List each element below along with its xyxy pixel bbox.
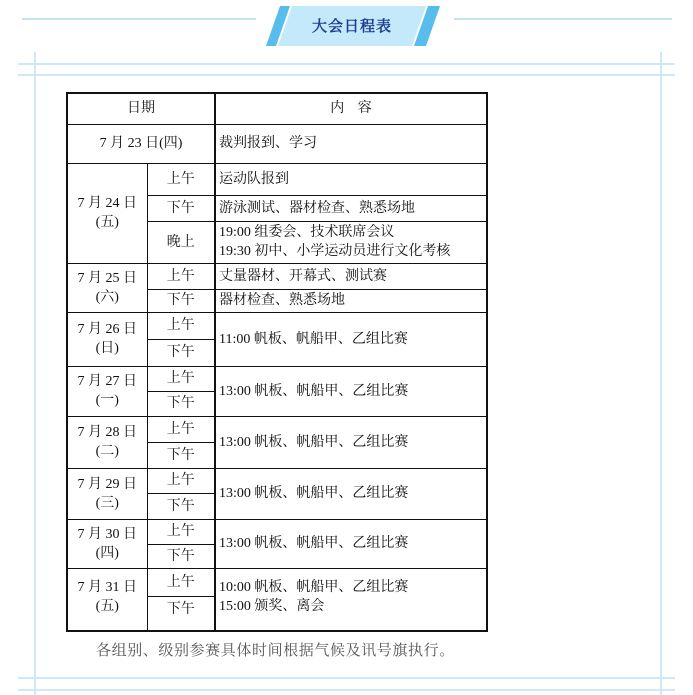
content-cell: 13:00 帆板、帆船甲、乙组比赛 (215, 366, 487, 416)
date-label: 7 月 30 日 (77, 526, 137, 542)
period-cell: 上午 (147, 263, 215, 289)
frame-line-bottom-inner (18, 677, 675, 679)
content-cell: 13:00 帆板、帆船甲、乙组比赛 (215, 519, 487, 568)
period-cell: 下午 (147, 544, 215, 568)
content-cell: 运动队报到 (215, 163, 487, 195)
period-cell: 上午 (147, 416, 215, 442)
table-row (67, 416, 487, 442)
period-cell: 上午 (147, 568, 215, 596)
table-row (67, 263, 487, 289)
period-cell: 下午 (147, 596, 215, 631)
content-cell: 13:00 帆板、帆船甲、乙组比赛 (215, 468, 487, 519)
footer-note: 各组别、级别参赛具体时间根据气候及讯号旗执行。 (96, 642, 455, 659)
table-row (67, 312, 487, 339)
table-row (67, 366, 487, 391)
header-row (67, 93, 487, 124)
date-label: 7 月 27 日 (77, 374, 137, 389)
table-row (67, 163, 487, 195)
date-label: 7 月 25 日 (77, 270, 137, 286)
schedule-table (66, 92, 488, 632)
period-cell: 下午 (147, 391, 215, 416)
frame-line-top-inner (18, 74, 675, 76)
content-cell: 器材检查、熟悉场地 (215, 289, 487, 312)
date-label: 7 月 28 日 (77, 425, 137, 440)
period-cell: 下午 (147, 493, 215, 519)
content-cell (215, 221, 487, 263)
content-line: 19:30 初中、小学运动员进行文化考核 (219, 244, 451, 259)
date-cell (67, 263, 147, 312)
frame-line-right (660, 52, 662, 695)
content-line: 19:00 组委会、技术联席会议 (219, 225, 395, 240)
weekday-label: (四) (95, 545, 119, 561)
period-cell: 上午 (147, 519, 215, 544)
content-cell (215, 568, 487, 631)
frame-line-bottom-outer (18, 689, 675, 691)
content-cell: 游泳测试、器材检查、熟悉场地 (215, 195, 487, 221)
period-cell: 上午 (147, 312, 215, 339)
weekday-label: (三) (95, 495, 119, 511)
frame-line-top-outer (18, 63, 675, 65)
content-cell: 11:00 帆板、帆船甲、乙组比赛 (215, 312, 487, 366)
weekday-label: (日) (95, 341, 119, 356)
date-cell: 7 月 23 日(四) (67, 124, 215, 163)
period-cell: 上午 (147, 366, 215, 391)
weekday-label: (五) (95, 215, 119, 230)
weekday-label: (五) (95, 598, 119, 614)
header-date: 日期 (67, 93, 215, 124)
weekday-label: (二) (95, 444, 119, 459)
table-row (67, 519, 487, 544)
date-cell (67, 312, 147, 366)
content-line: 15:00 颁奖、离会 (219, 598, 325, 614)
period-cell: 上午 (147, 163, 215, 195)
date-cell (67, 366, 147, 416)
date-label: 7 月 31 日 (77, 579, 137, 595)
date-label: 7 月 29 日 (77, 476, 137, 492)
header-content: 内 容 (215, 93, 487, 124)
period-cell: 上午 (147, 468, 215, 493)
period-cell: 下午 (147, 442, 215, 468)
date-label: 7 月 26 日 (77, 322, 137, 337)
content-cell: 13:00 帆板、帆船甲、乙组比赛 (215, 416, 487, 468)
banner-title: 大会日程表 (311, 18, 392, 35)
frame-line-left (34, 52, 36, 695)
period-cell: 下午 (147, 339, 215, 366)
period-cell: 下午 (147, 289, 215, 312)
weekday-label: (一) (95, 393, 119, 408)
period-cell: 晚上 (147, 221, 215, 263)
table-row (67, 468, 487, 493)
content-line: 10:00 帆板、帆船甲、乙组比赛 (219, 579, 409, 595)
date-label: 7 月 24 日 (77, 196, 137, 211)
period-cell: 下午 (147, 195, 215, 221)
content-cell: 丈量器材、开幕式、测试赛 (215, 263, 487, 289)
table-row (67, 124, 487, 163)
table-row (67, 568, 487, 596)
weekday-label: (六) (95, 289, 119, 305)
date-cell (67, 468, 147, 519)
date-cell (67, 568, 147, 631)
date-cell (67, 416, 147, 468)
content-cell: 裁判报到、学习 (215, 124, 487, 163)
date-cell (67, 163, 147, 263)
date-cell (67, 519, 147, 568)
